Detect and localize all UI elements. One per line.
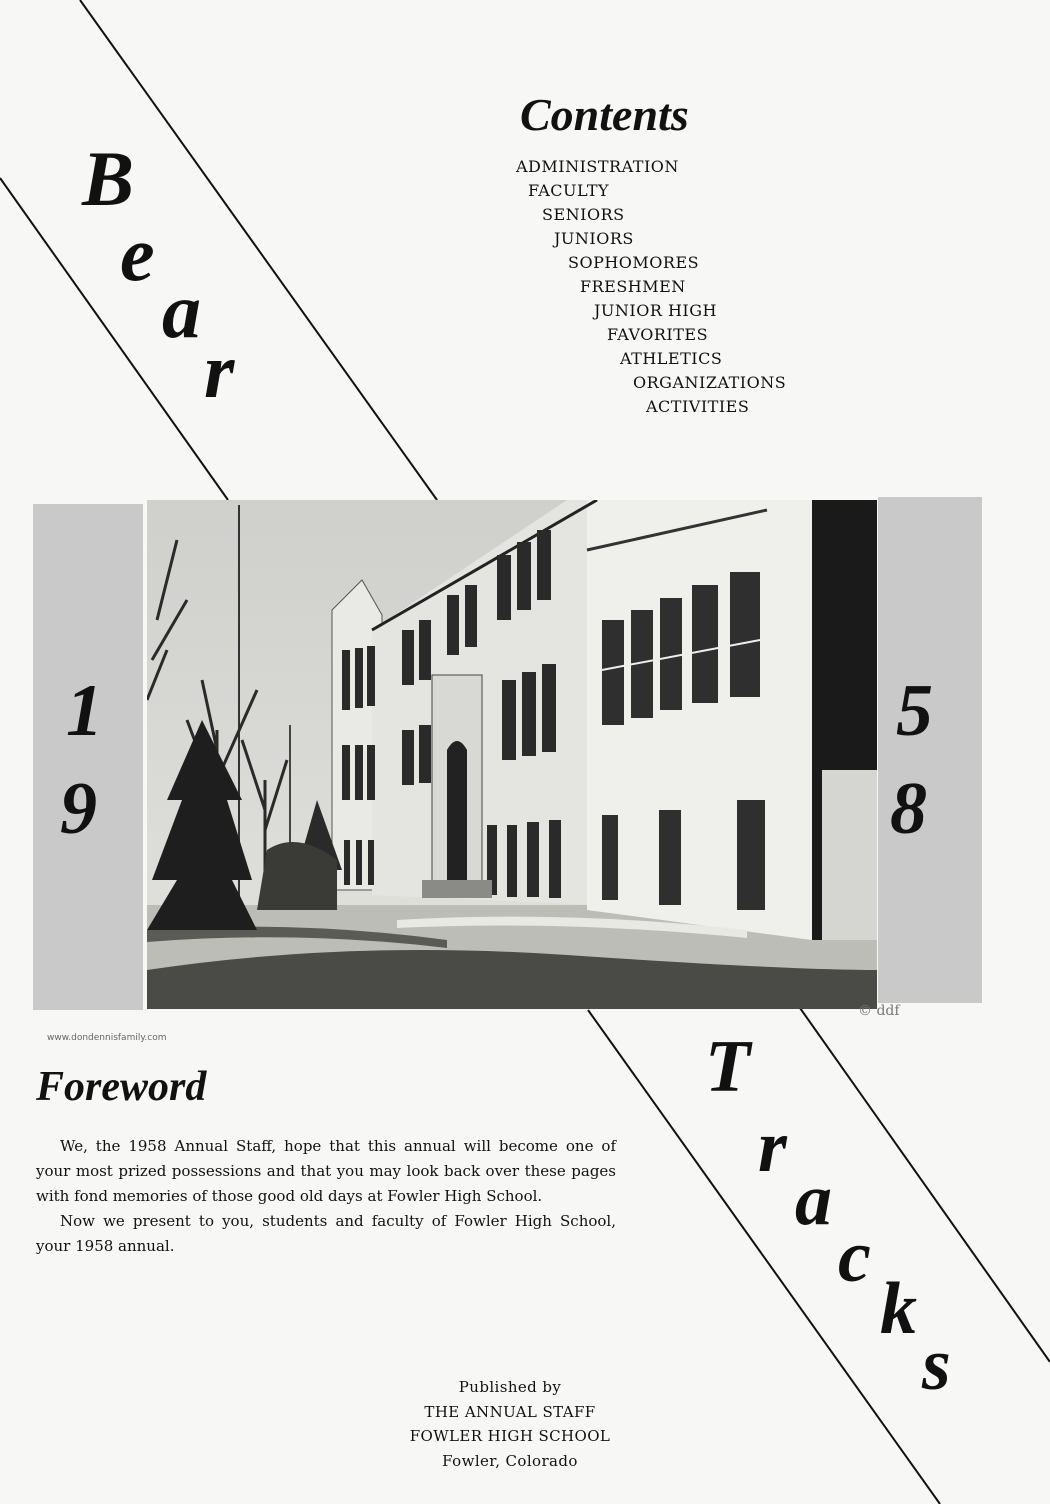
banner-letter: B (82, 135, 135, 222)
foreword-body (36, 1134, 616, 1259)
school-building-illustration (147, 500, 877, 1009)
contents-item: FACULTY (528, 181, 610, 200)
contents-item: SOPHOMORES (568, 253, 700, 272)
year-digit: 8 (890, 768, 927, 850)
banner-letter: a (162, 267, 201, 354)
contents-item: JUNIORS (554, 229, 634, 248)
publisher-line: THE ANNUAL STAFF (424, 1402, 596, 1421)
contents-item: FAVORITES (607, 325, 709, 344)
banner-letter: c (838, 1216, 871, 1298)
year-digit: 1 (66, 670, 103, 752)
banner-letter: k (880, 1268, 917, 1350)
publisher-block (390, 1375, 630, 1473)
contents-item: ORGANIZATIONS (633, 373, 787, 392)
year-digit: 9 (60, 768, 97, 850)
foreword-title: Foreword (36, 1064, 207, 1110)
banner-letter: s (922, 1324, 951, 1406)
school-building-photo (147, 500, 877, 1009)
contents-item: ACTIVITIES (646, 397, 750, 416)
foreword-paragraph: Now we present to you, students and faculty of Fowler High School, your 1958 annual. (36, 1212, 616, 1255)
year-digit: 5 (896, 670, 933, 752)
contents-item: JUNIOR HIGH (594, 301, 717, 320)
banner-letter: r (204, 327, 235, 414)
contents-item: SENIORS (542, 205, 625, 224)
contents-item: ADMINISTRATION (516, 157, 679, 176)
banner-letter: r (758, 1106, 787, 1188)
banner-letter: T (705, 1026, 751, 1108)
publisher-line: Fowler, Colorado (442, 1451, 578, 1470)
left-year-panel (33, 504, 143, 1010)
banner-letter: e (120, 210, 155, 297)
foreword-paragraph: We, the 1958 Annual Staff, hope that this annual will become one of your most prized possessions and that you may look back over these pages with fond memories of those good old days at Fowler High School. (36, 1137, 616, 1205)
publisher-line: FOWLER HIGH SCHOOL (409, 1427, 611, 1445)
website-watermark: www.dondennisfamily.com (47, 1033, 167, 1043)
contents-title: Contents (520, 89, 689, 140)
contents-item: FRESHMEN (580, 277, 686, 296)
contents-item: ATHLETICS (620, 349, 723, 368)
photo-credit: © ddf (858, 1003, 900, 1019)
publisher-line: Published by (458, 1378, 562, 1396)
banner-letter: a (795, 1159, 832, 1241)
